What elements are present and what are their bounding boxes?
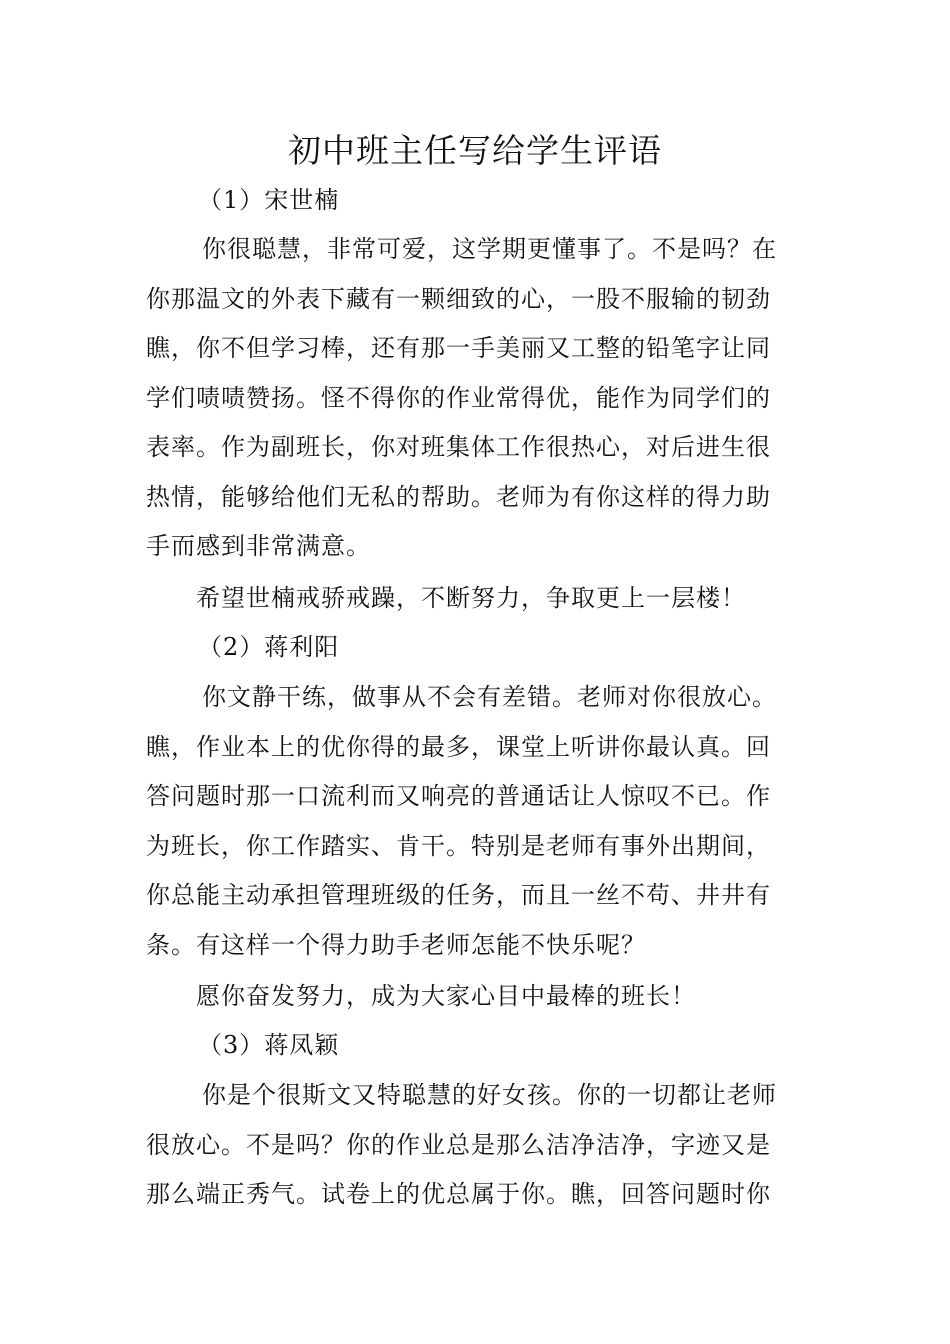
paragraph-line: 表率。作为副班长，你对班集体工作很热心，对后进生很 bbox=[146, 433, 771, 461]
paragraph-line: 你那温文的外表下藏有一颗细致的心，一股不服输的韧劲 bbox=[146, 284, 771, 313]
paragraph-line: 你文静干练，做事从不会有差错。老师对你很放心。 bbox=[202, 683, 777, 711]
paragraph-line: 你很聪慧，非常可爱，这学期更懂事了。不是吗？在 bbox=[202, 235, 777, 263]
paragraph-line: 瞧，你不但学习棒，还有那一手美丽又工整的铅笔字让同 bbox=[146, 334, 771, 362]
paragraph-line: 热情，能够给他们无私的帮助。老师为有你这样的得力助 bbox=[146, 482, 771, 511]
paragraph-line: 瞧，作业本上的优你得的最多，课堂上听讲你最认真。回 bbox=[146, 732, 771, 761]
document-title: 初中班主任写给学生评语 bbox=[288, 131, 662, 170]
section-heading-1: （1）宋世楠 bbox=[198, 186, 340, 214]
paragraph-line: 手而感到非常满意。 bbox=[146, 532, 371, 560]
section-paragraph-2 bbox=[146, 673, 816, 970]
section-paragraph-3 bbox=[146, 1071, 816, 1220]
paragraph-line: 为班长，你工作踏实、肯干。特别是老师有事外出期间， bbox=[146, 831, 771, 860]
section-closing-2: 愿你奋发努力，成为大家心目中最棒的班长！ bbox=[196, 982, 696, 1010]
section-paragraph-1 bbox=[146, 225, 816, 572]
section-heading-3: （3）蒋凤颖 bbox=[198, 1031, 340, 1059]
section-closing-1: 希望世楠戒骄戒躁，不断努力，争取更上一层楼！ bbox=[196, 584, 746, 612]
paragraph-line: 你总能主动承担管理班级的任务，而且一丝不苟、井井有 bbox=[146, 881, 771, 909]
paragraph-line: 很放心。不是吗？你的作业总是那么洁净洁净，字迹又是 bbox=[146, 1130, 771, 1159]
paragraph-line: 学们啧啧赞扬。怪不得你的作业常得优，能作为同学们的 bbox=[146, 383, 771, 412]
paragraph-line: 你是个很斯文又特聪慧的好女孩。你的一切都让老师 bbox=[202, 1081, 777, 1109]
paragraph-line: 条。有这样一个得力助手老师怎能不快乐呢？ bbox=[146, 930, 646, 959]
paragraph-line: 那么端正秀气。试卷上的优总属于你。瞧，回答问题时你 bbox=[146, 1180, 771, 1208]
paragraph-line: 答问题时那一口流利而又响亮的普通话让人惊叹不已。作 bbox=[146, 782, 771, 810]
section-heading-2: （2）蒋利阳 bbox=[198, 633, 340, 661]
